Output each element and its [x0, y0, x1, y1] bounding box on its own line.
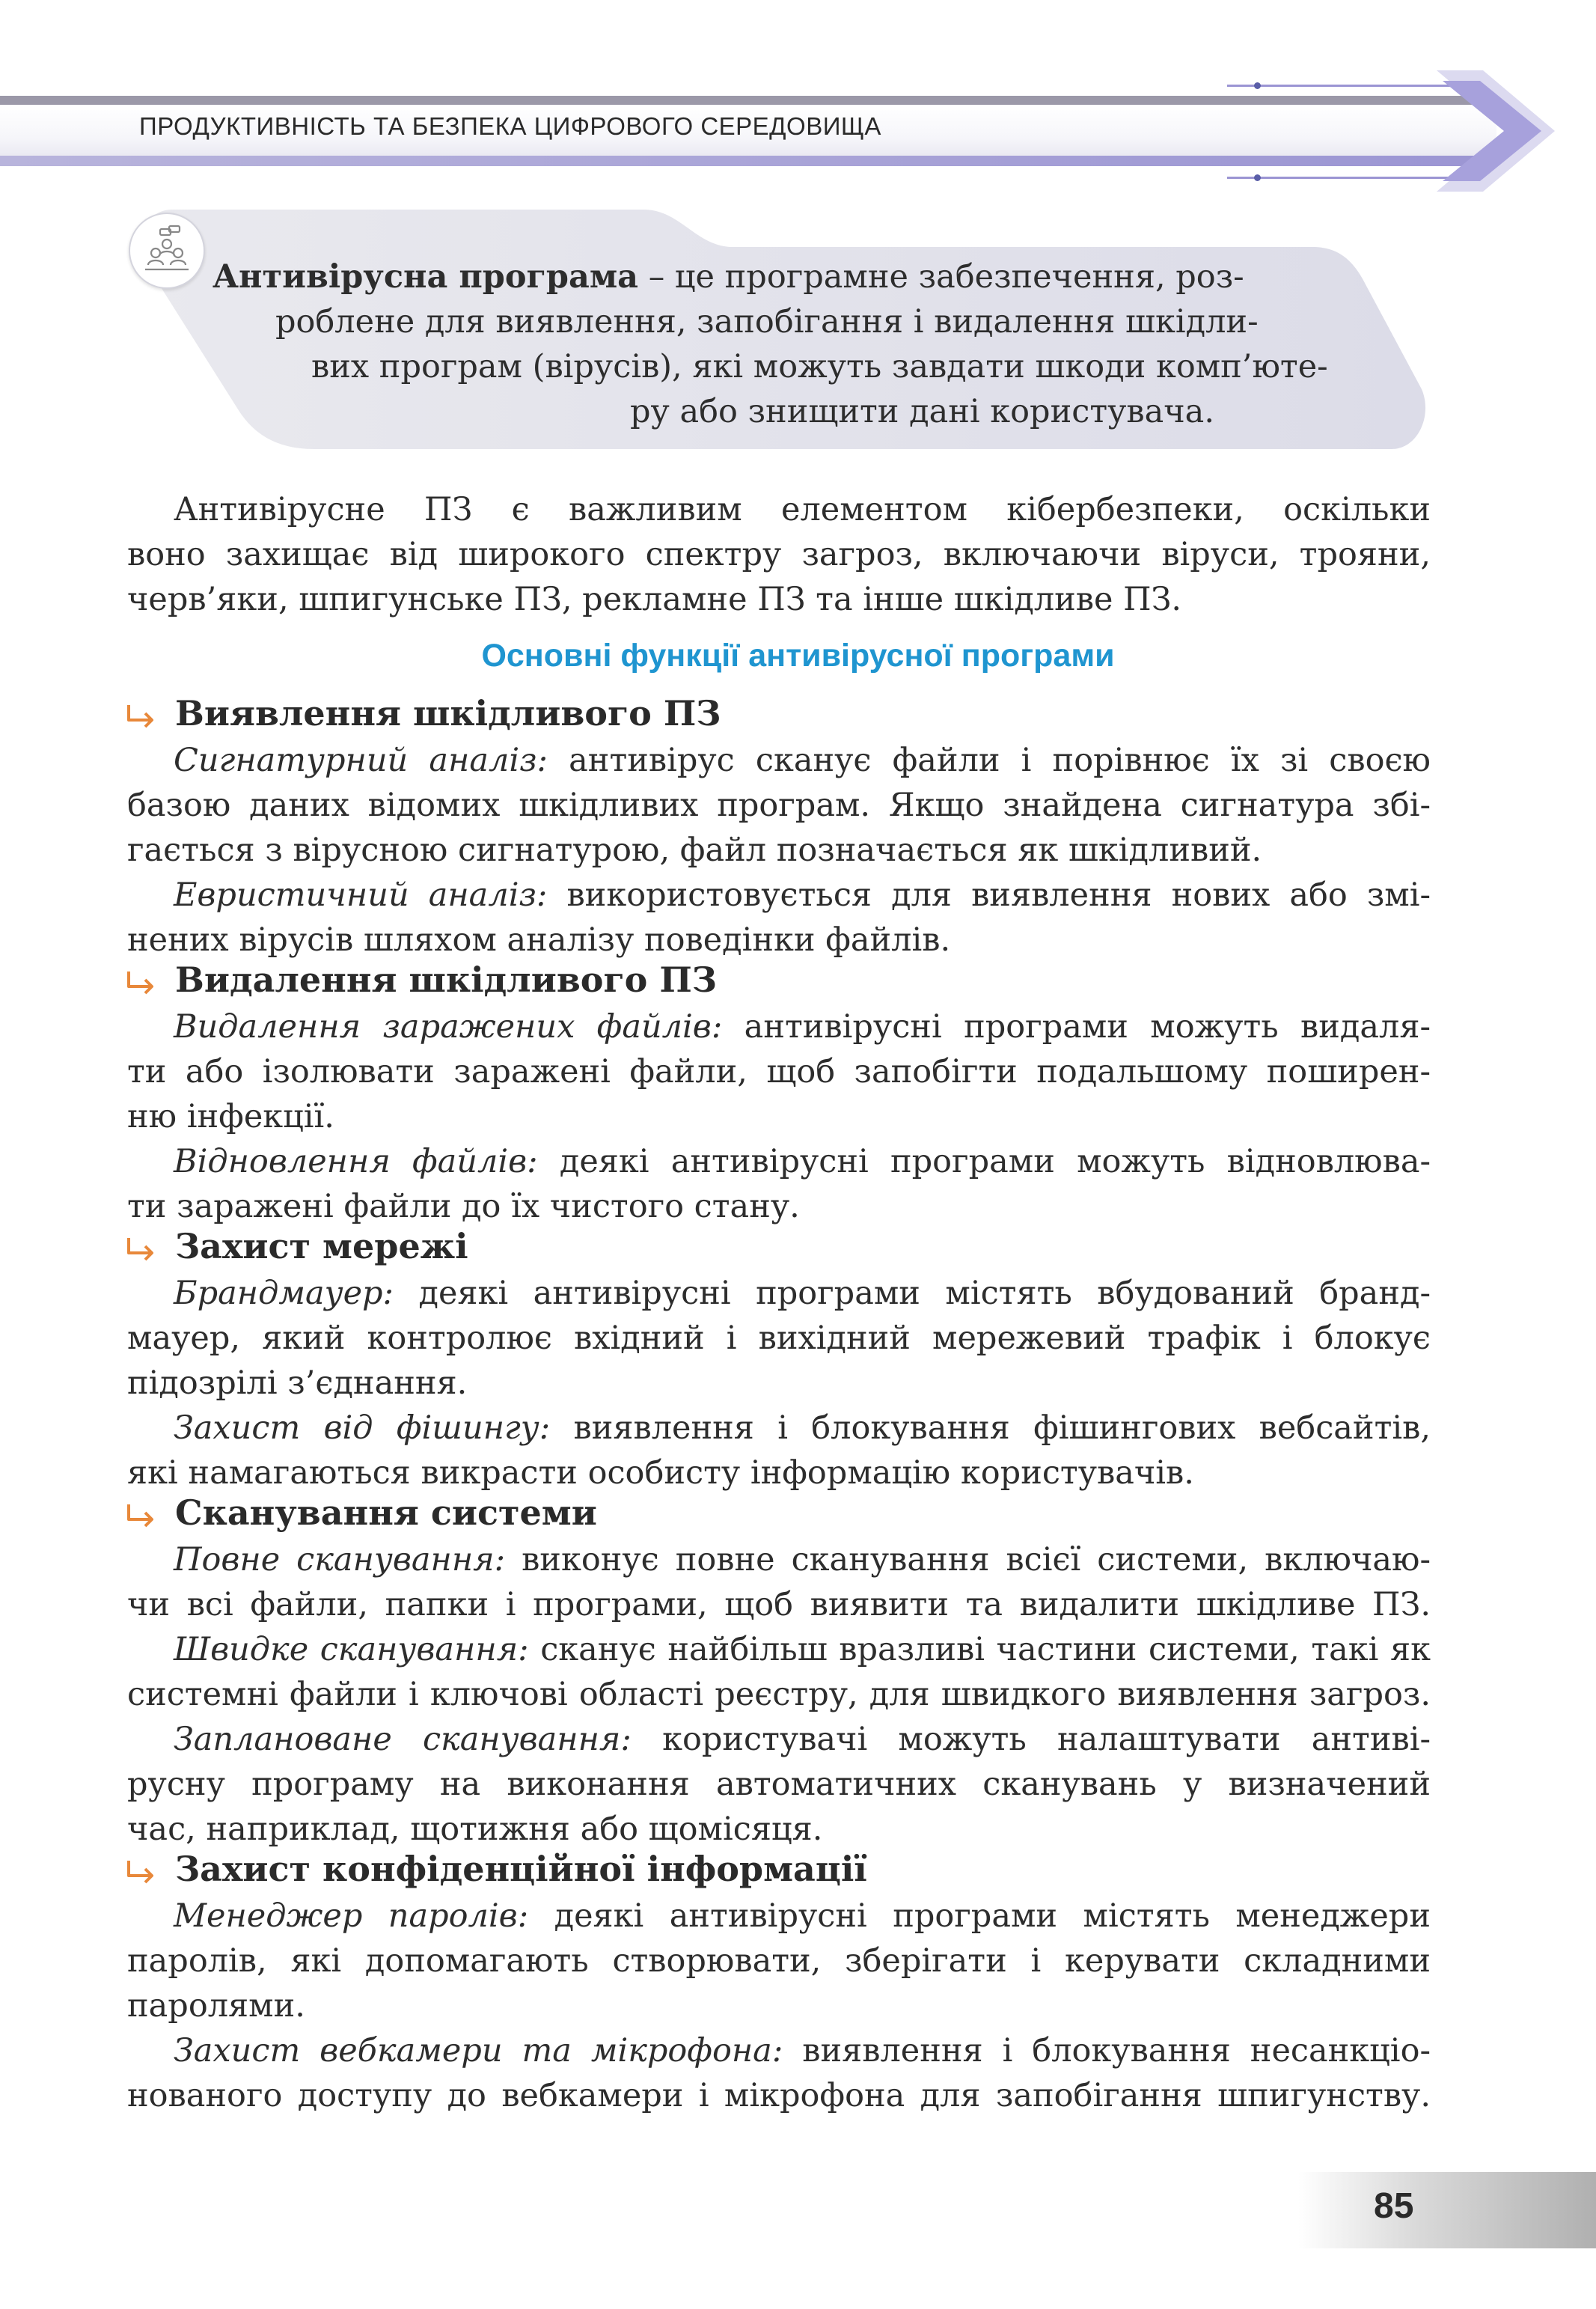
paragraph-line: ти заражені файли до їх чистого стану. [127, 1188, 800, 1225]
people-group-icon [129, 213, 205, 289]
intro-line: воно захищає від широкого спектру загроз, включаючи віруси, трояни, [127, 536, 1431, 573]
definition-line: Антивірусна програма – це програмне забезпечення, роз- [213, 258, 1244, 296]
header-bottom-rule [0, 156, 1496, 166]
paragraph-line: паролями. [127, 1987, 305, 2025]
header-chevron-icon [1437, 70, 1556, 192]
arrow-bullet-icon [124, 702, 162, 735]
definition-line: роблене для виявлення, запобігання і видалення шкідли- [275, 303, 1259, 341]
paragraph-line: Менеджер паролів: деякі антивірусні програми містять менеджери [174, 1897, 1431, 1935]
header-accent-line [1227, 177, 1452, 179]
intro-line: Антивірусне ПЗ є важливим елементом кібербезпеки, оскільки [174, 491, 1431, 528]
header-top-rule [0, 96, 1504, 105]
header-accent-line [1227, 85, 1452, 87]
paragraph-line: базою даних відомих шкідливих програм. Якщо знайдена сигнатура збі- [127, 787, 1431, 824]
paragraph-line: ню інфекції. [127, 1098, 334, 1135]
header-dot [1254, 174, 1261, 181]
paragraph-line: час, наприклад, щотижня або щомісяця. [127, 1811, 823, 1848]
paragraph-line: Відновлення файлів: деякі антивірусні програми можуть відновлюва- [174, 1143, 1431, 1180]
paragraph-line: нених вірусів шляхом аналізу поведінки файлів. [127, 921, 951, 959]
paragraph-line: Заплановане сканування: користувачі можуть налаштувати антиві- [174, 1721, 1431, 1758]
paragraph-line: паролів, які допомагають створювати, зберігати і керувати складними [127, 1942, 1431, 1980]
paragraph-line: Швидке сканування: сканує найбільш вразливі частини системи, такі як [174, 1631, 1431, 1668]
definition-line: ру або знищити дані користувача. [630, 393, 1214, 430]
page-number: 85 [1374, 2186, 1414, 2226]
paragraph-line: які намагаються викрасти особисту інформацію користувачів. [127, 1454, 1194, 1492]
paragraph-line: Захист від фішингу: виявлення і блокування фішингових вебсайтів, [174, 1409, 1431, 1447]
paragraph-line: Сигнатурний аналіз: антивірус сканує файли і порівнює їх зі своєю [174, 742, 1431, 779]
definition-term: Антивірусна програма [213, 258, 639, 296]
paragraph-line: Захист вебкамери та мікрофона: виявлення і блокування несанкціо- [174, 2032, 1431, 2069]
paragraph-line: русну програму на виконання автоматичних сканувань у визначений [127, 1766, 1431, 1803]
intro-line: черв’яки, шпигунське ПЗ, рекламне ПЗ та інше шкідливе ПЗ. [127, 581, 1182, 618]
paragraph-line: нованого доступу до вебкамери і мікрофона для запобігання шпигунству. [127, 2077, 1431, 2114]
paragraph-line: Видалення заражених файлів: антивірусні програми можуть видаля- [174, 1008, 1431, 1046]
arrow-bullet-icon [124, 1501, 162, 1534]
paragraph-line: чи всі файли, папки і програми, щоб виявити та видалити шкідливе ПЗ. [127, 1586, 1431, 1623]
arrow-bullet-icon [124, 1858, 162, 1891]
paragraph-line: підозрілі з’єднання. [127, 1364, 468, 1402]
paragraph-line: мауер, який контролює вхідний і вихідний мережевий трафік і блокує [127, 1320, 1431, 1357]
arrow-bullet-icon [124, 969, 162, 1001]
paragraph-line: гається з вірусною сигнатурою, файл позначається як шкідливий. [127, 832, 1262, 869]
arrow-bullet-icon [124, 1235, 162, 1268]
paragraph-line: ти або ізолювати заражені файли, щоб запобігти подальшому поширен- [127, 1053, 1431, 1091]
page-number-band [1298, 2172, 1596, 2248]
page-header-title: ПРОДУКТИВНІСТЬ ТА БЕЗПЕКА ЦИФРОВОГО СЕРЕДОВИЩА [139, 112, 881, 140]
definition-line: вих програм (вірусів), які можуть завдати шкоди комп’юте- [311, 348, 1328, 385]
paragraph-line: Повне сканування: виконує повне сканування всієї системи, включаю- [174, 1541, 1431, 1579]
paragraph-line: Евристичний аналіз: використовується для виявлення нових або змі- [174, 876, 1431, 914]
section-title: Основні функції антивірусної програми [481, 638, 1115, 674]
paragraph-line: системні файли і ключові області реєстру, для швидкого виявлення загроз. [127, 1676, 1431, 1713]
header-dot [1254, 82, 1261, 89]
paragraph-line: Брандмауер: деякі антивірусні програми містять вбудований бранд- [174, 1275, 1431, 1312]
